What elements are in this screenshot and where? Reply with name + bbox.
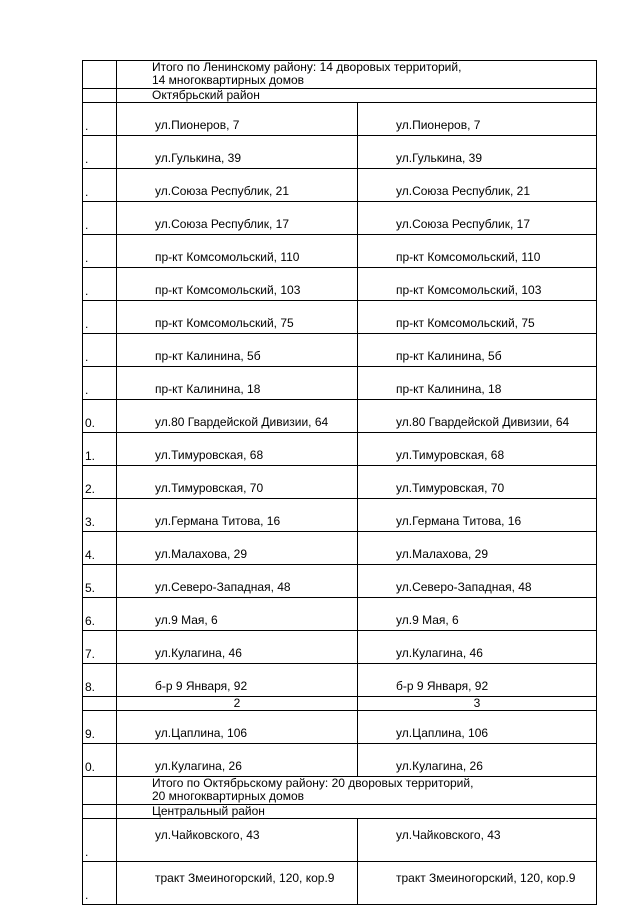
address-cell: пр-кт Комсомольский, 75 [117, 301, 358, 334]
address-cell: ул.Германа Титова, 16 [117, 499, 358, 532]
address-cell: пр-кт Калинина, 5б [117, 334, 358, 367]
leninsky-total-line2: 14 многоквартирных домов [152, 73, 305, 87]
table-row [83, 598, 597, 631]
empty-cell [83, 89, 117, 103]
address-cell-duplicate: ул.Северо-Западная, 48 [358, 565, 597, 598]
address-cell: ул.Северо-Западная, 48 [117, 565, 358, 598]
table-row [83, 466, 597, 499]
row-number: 1. [83, 433, 117, 466]
row-number: . [83, 862, 117, 905]
table-row [83, 367, 597, 400]
table-row [83, 711, 597, 744]
tsentralny-header-row [83, 805, 597, 819]
address-cell-duplicate: пр-кт Комсомольский, 75 [358, 301, 597, 334]
table-row [83, 664, 597, 697]
document-page [82, 60, 596, 905]
row-number: 4. [83, 532, 117, 565]
row-number: . [83, 819, 117, 862]
address-cell-duplicate: ул.Цаплина, 106 [358, 711, 597, 744]
address-cell: ул.Малахова, 29 [117, 532, 358, 565]
address-cell: ул.Гулькина, 39 [117, 136, 358, 169]
row-number: 7. [83, 631, 117, 664]
row-number: 9. [83, 711, 117, 744]
address-cell: ул.Тимуровская, 68 [117, 433, 358, 466]
address-cell-duplicate: пр-кт Комсомольский, 103 [358, 268, 597, 301]
row-number: . [83, 235, 117, 268]
oktyabrsky-total-row [83, 777, 597, 805]
row-number: . [83, 103, 117, 136]
address-cell: ул.Кулагина, 26 [117, 744, 358, 777]
table-row [83, 301, 597, 334]
courtyard-table [82, 60, 597, 905]
table-row [83, 499, 597, 532]
table-body [83, 61, 597, 905]
row-number: . [83, 334, 117, 367]
address-cell-duplicate: пр-кт Комсомольский, 110 [358, 235, 597, 268]
table-row [83, 532, 597, 565]
address-cell-duplicate: ул.Малахова, 29 [358, 532, 597, 565]
row-number: . [83, 136, 117, 169]
address-cell: б-р 9 Января, 92 [117, 664, 358, 697]
row-number: 8. [83, 664, 117, 697]
row-number: . [83, 169, 117, 202]
table-row [83, 400, 597, 433]
address-cell-duplicate: ул.Гулькина, 39 [358, 136, 597, 169]
address-cell: пр-кт Комсомольский, 110 [117, 235, 358, 268]
table-row [83, 819, 597, 862]
column-number-3: 3 [358, 697, 597, 711]
address-cell-duplicate: ул.9 Мая, 6 [358, 598, 597, 631]
address-cell-duplicate: ул.Кулагина, 46 [358, 631, 597, 664]
column-number-2: 2 [117, 697, 358, 711]
oktyabrsky-header-row [83, 89, 597, 103]
table-row [83, 136, 597, 169]
row-number: 6. [83, 598, 117, 631]
row-number: 0. [83, 400, 117, 433]
address-cell-duplicate: ул.Тимуровская, 68 [358, 433, 597, 466]
address-cell: ул.Пионеров, 7 [117, 103, 358, 136]
empty-cell [83, 697, 117, 711]
row-number: . [83, 367, 117, 400]
address-cell-duplicate: ул.Пионеров, 7 [358, 103, 597, 136]
oktyabrsky-total-cell [117, 777, 597, 805]
address-cell: ул.Чайковского, 43 [117, 819, 358, 862]
tsentralny-header-cell [117, 805, 597, 819]
address-cell: ул.80 Гвардейской Дивизии, 64 [117, 400, 358, 433]
address-cell-duplicate: ул.80 Гвардейской Дивизии, 64 [358, 400, 597, 433]
address-cell: тракт Змеиногорский, 120, кор.9 [117, 862, 358, 905]
row-number: 0. [83, 744, 117, 777]
table-row [83, 565, 597, 598]
address-cell-duplicate: ул.Союза Республик, 21 [358, 169, 597, 202]
oktyabrsky-total-line1: Итого по Октябрьскому району: 20 дворовых территорий, [152, 776, 474, 790]
address-cell-duplicate: б-р 9 Января, 92 [358, 664, 597, 697]
row-number: 3. [83, 499, 117, 532]
empty-cell [83, 805, 117, 819]
address-cell: ул.Союза Республик, 17 [117, 202, 358, 235]
table-row [83, 235, 597, 268]
empty-cell [83, 777, 117, 805]
page-column-numbers-row [83, 697, 597, 711]
address-cell-duplicate: ул.Тимуровская, 70 [358, 466, 597, 499]
oktyabrsky-total-line2: 20 многоквартирных домов [152, 789, 305, 803]
tsentralny-header-line1: Центральный район [152, 804, 265, 818]
table-row [83, 631, 597, 664]
address-cell-duplicate: пр-кт Калинина, 5б [358, 334, 597, 367]
address-cell-duplicate: ул.Чайковского, 43 [358, 819, 597, 862]
address-cell: ул.Союза Республик, 21 [117, 169, 358, 202]
row-number: . [83, 268, 117, 301]
address-cell-duplicate: ул.Союза Республик, 17 [358, 202, 597, 235]
table-row [83, 862, 597, 905]
row-number: 5. [83, 565, 117, 598]
address-cell: ул.Кулагина, 46 [117, 631, 358, 664]
address-cell-duplicate: пр-кт Калинина, 18 [358, 367, 597, 400]
row-number: . [83, 202, 117, 235]
address-cell: ул.Цаплина, 106 [117, 711, 358, 744]
address-cell: пр-кт Калинина, 18 [117, 367, 358, 400]
leninsky-total-cell [117, 61, 597, 89]
table-row [83, 103, 597, 136]
row-number: . [83, 301, 117, 334]
table-row [83, 268, 597, 301]
address-cell: ул.9 Мая, 6 [117, 598, 358, 631]
address-cell-duplicate: ул.Кулагина, 26 [358, 744, 597, 777]
leninsky-total-line1: Итого по Ленинскому району: 14 дворовых территорий, [152, 60, 462, 74]
table-row [83, 169, 597, 202]
address-cell-duplicate: тракт Змеиногорский, 120, кор.9 [358, 862, 597, 905]
address-cell-duplicate: ул.Германа Титова, 16 [358, 499, 597, 532]
table-row [83, 202, 597, 235]
row-number: 2. [83, 466, 117, 499]
address-cell: ул.Тимуровская, 70 [117, 466, 358, 499]
table-row [83, 433, 597, 466]
table-row [83, 744, 597, 777]
table-row [83, 334, 597, 367]
oktyabrsky-header: Октябрьский район [117, 89, 597, 103]
address-cell: пр-кт Комсомольский, 103 [117, 268, 358, 301]
empty-cell [83, 61, 117, 89]
leninsky-total-row [83, 61, 597, 89]
